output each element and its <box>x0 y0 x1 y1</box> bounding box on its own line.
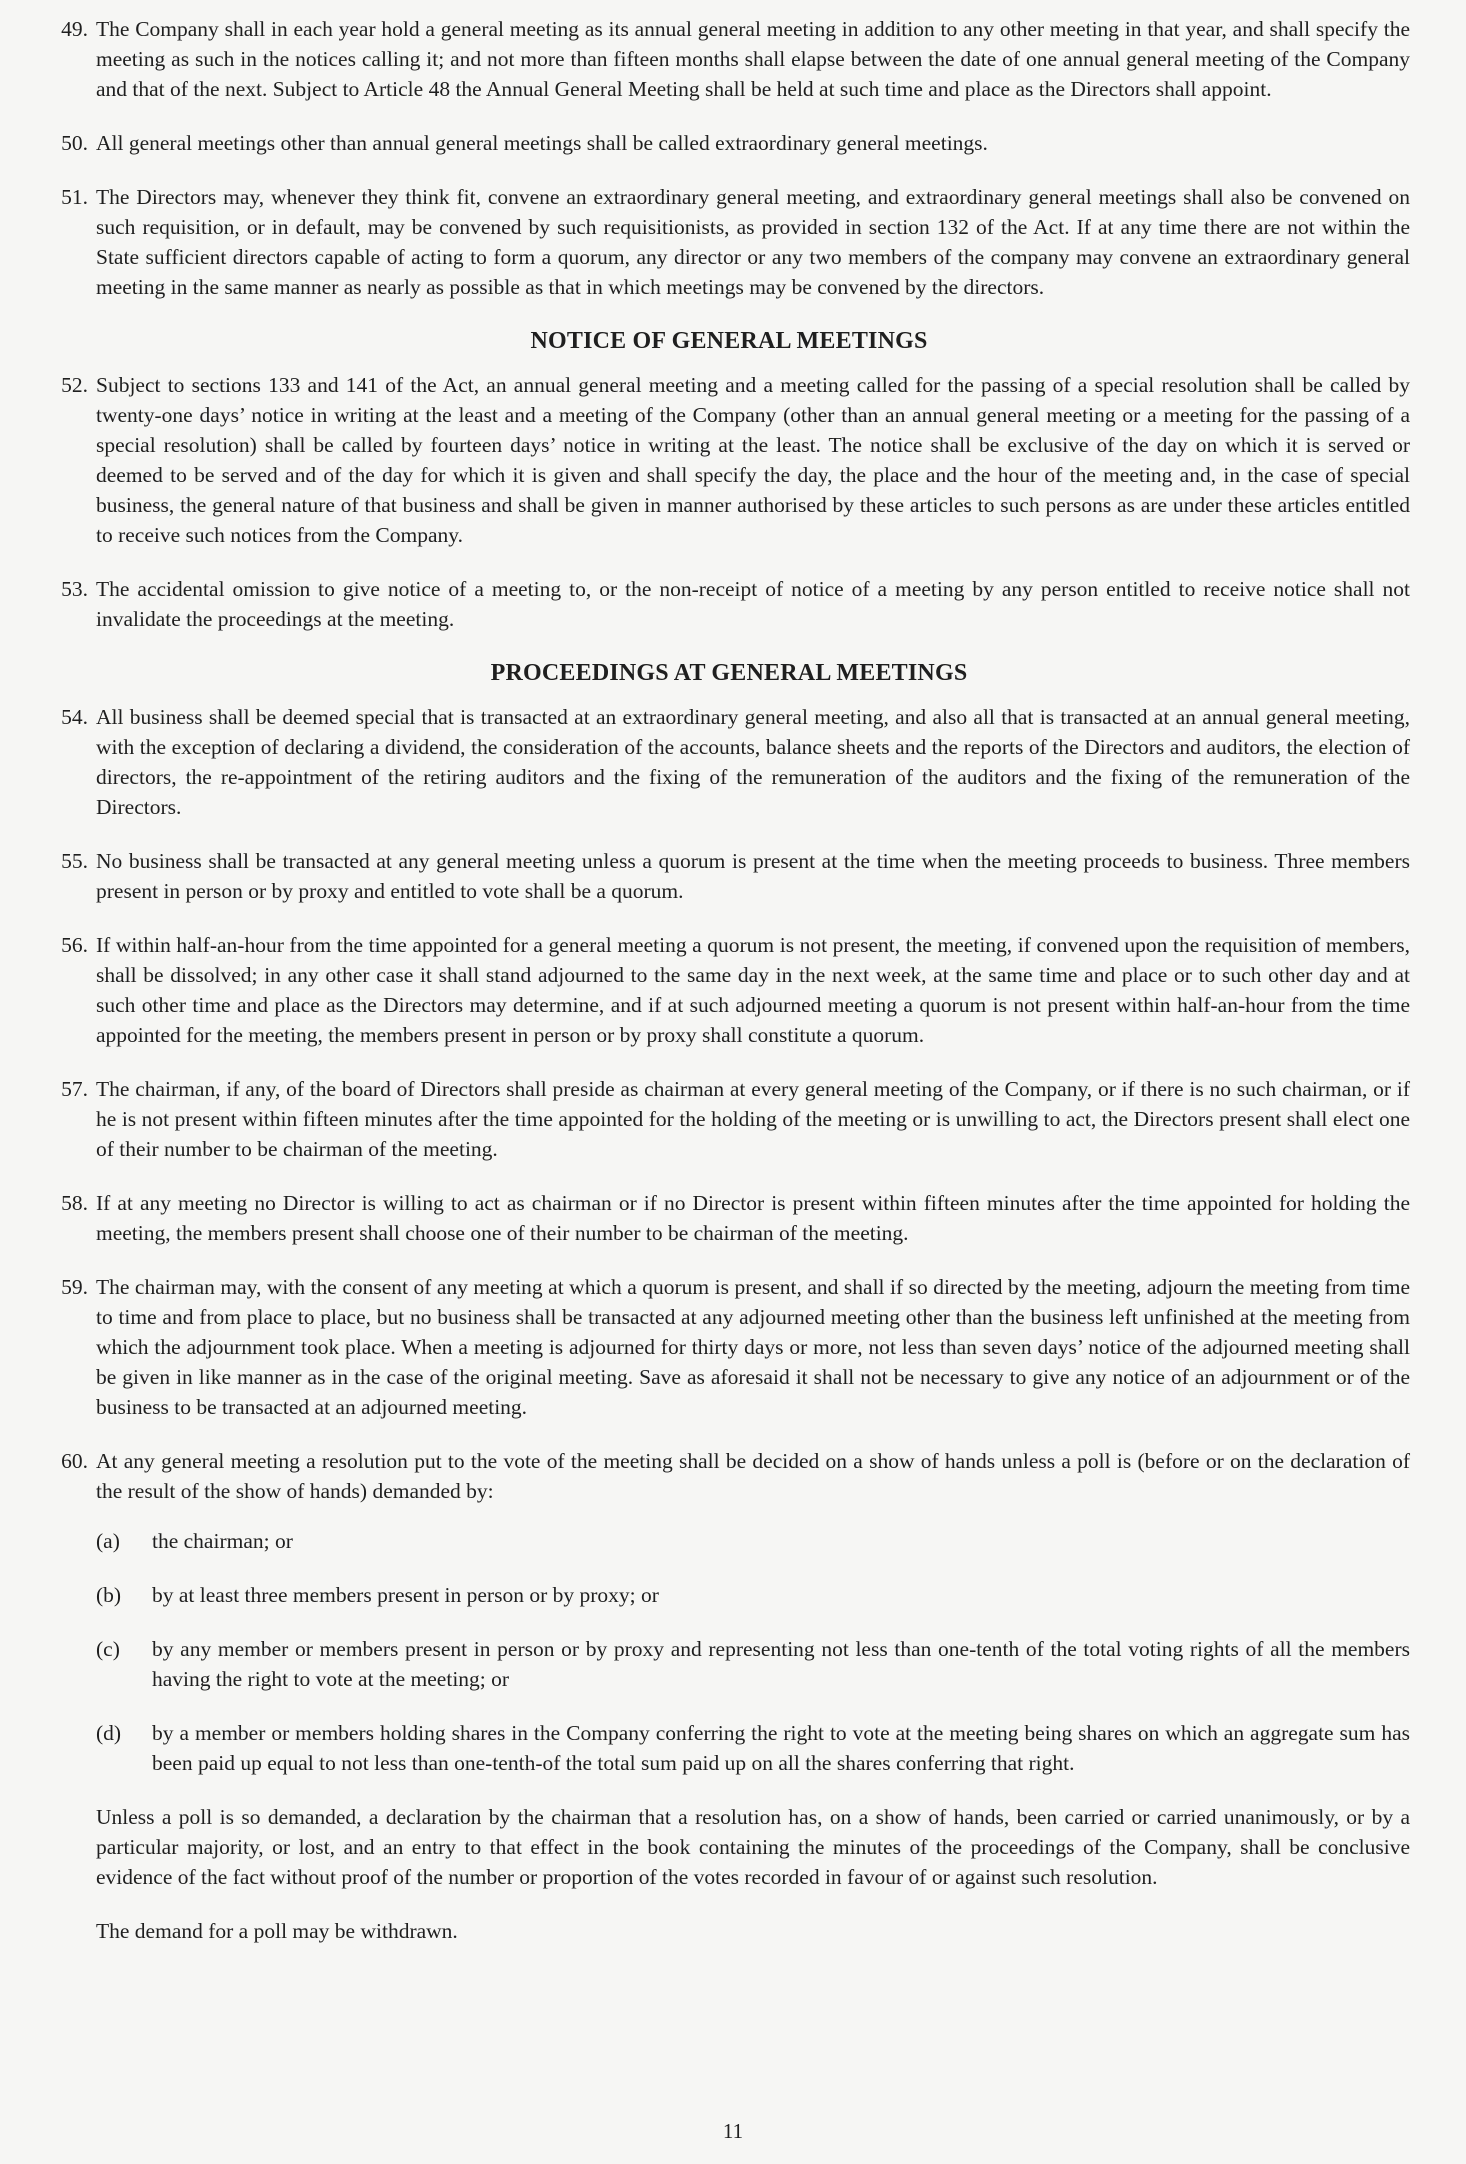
sub-clause-text: by a member or members holding shares in the Company conferring the right to vote at the meeting being shares on which an aggregate sum has been paid up equal to not less than one-tenth-of the total sum paid up on all the shares conferring that right. <box>152 1721 1410 1775</box>
page-number: 11 <box>722 2119 744 2143</box>
sub-clause-text: by any member or members present in person or by proxy and representing not less than one-tenth of the total voting rights of all the members having the right to vote at the meeting; or <box>152 1637 1410 1691</box>
article-59 <box>48 1272 1410 1422</box>
section-heading-proceedings: PROCEEDINGS AT GENERAL MEETINGS <box>490 660 968 686</box>
article-text: Subject to sections 133 and 141 of the Act, an annual general meeting and a meeting called for the passing of a special resolution shall be called by twenty-one days’ notice in writing at the least and a meeting of the Company (other than an annual general meeting or a meeting for the passing of a special resolution) shall be called by fourteen days’ notice in writing at the least. The notice shall be exclusive of the day on which it is served or deemed to be served and of the day for which it is given and shall specify the day, the place and the hour of the meeting and, in the case of special business, the general nature of that business and shall be given in manner authorised by these articles to such persons as are under these articles entitled to receive such notices from the Company. <box>96 373 1410 547</box>
sub-clause-text: the chairman; or <box>152 1529 293 1553</box>
article-text: If within half-an-hour from the time appointed for a general meeting a quorum is not present, the meeting, if convened upon the requisition of members, shall be dissolved; in any other case it shall stand adjourned to the same day in the next week, at the same time and place or to such other day and at such other time and place as the Directors may determine, and if at such adjourned meeting a quorum is not present within half-an-hour from the time appointed for the meeting, the members present in person or by proxy shall constitute a quorum. <box>96 933 1410 1047</box>
article-intro: At any general meeting a resolution put to the vote of the meeting shall be decided on a show of hands unless a poll is (before or on the declaration of the result of the show of hands) demanded by: <box>96 1449 1410 1503</box>
article-56 <box>48 930 1410 1050</box>
article-text: All business shall be deemed special that is transacted at an extraordinary general meeting, and also all that is transacted at an annual general meeting, with the exception of declaring a dividend, the consideration of the accounts, balance sheets and the reports of the Directors and auditors, the election of directors, the re-appointment of the retiring auditors and the fixing of the remuneration of the auditors and the fixing of the remuneration of the Directors. <box>96 705 1410 819</box>
sub-clause-text: by at least three members present in person or by proxy; or <box>152 1583 659 1607</box>
article-number: 50. <box>61 131 88 155</box>
article-number: 59. <box>61 1275 88 1299</box>
article-49 <box>48 14 1410 104</box>
article-number: 49. <box>61 17 88 41</box>
sub-clause-c <box>96 1634 1410 1694</box>
article-52 <box>48 370 1410 550</box>
article-55 <box>48 846 1410 906</box>
article-number: 52. <box>61 373 88 397</box>
article-text: No business shall be transacted at any general meeting unless a quorum is present at the time when the meeting proceeds to business. Three members present in person or by proxy and entitled to vote shall be a quorum. <box>96 849 1410 903</box>
sub-clause-label: (d) <box>96 1721 122 1745</box>
sub-clause-label: (c) <box>96 1637 120 1661</box>
article-number: 53. <box>61 577 88 601</box>
article-51 <box>48 182 1410 302</box>
article-57 <box>48 1074 1410 1164</box>
section-heading-notice: NOTICE OF GENERAL MEETINGS <box>530 328 928 354</box>
article-number: 60. <box>61 1449 88 1473</box>
article-58 <box>48 1188 1410 1248</box>
sub-clause-label: (a) <box>96 1529 120 1553</box>
article-60 <box>48 1446 1410 1970</box>
article-text: The chairman may, with the consent of any meeting at which a quorum is present, and shall if so directed by the meeting, adjourn the meeting from time to time and from place to place, but no business shall be transacted at any adjourned meeting other than the business left unfinished at the meeting from which the adjournment took place. When a meeting is adjourned for thirty days or more, not less than seven days’ notice of the adjourned meeting shall be given in like manner as in the case of the original meeting. Save as aforesaid it shall not be necessary to give any notice of an adjournment or of the business to be transacted at an adjourned meeting. <box>96 1275 1410 1419</box>
article-53 <box>48 574 1410 634</box>
article-paragraph: The demand for a poll may be withdrawn. <box>96 1919 458 1943</box>
article-paragraph: Unless a poll is so demanded, a declaration by the chairman that a resolution has, on a show of hands, been carried or carried unanimously, or by a particular majority, or lost, and an entry to that effect in the book containing the minutes of the proceedings of the Company, shall be conclusive evidence of the fact without proof of the number or proportion of the votes recorded in favour of or against such resolution. <box>96 1805 1410 1889</box>
article-body <box>96 1446 1410 1970</box>
sub-clause-list <box>96 1526 1410 1778</box>
sub-clause-b <box>96 1580 1410 1610</box>
sub-clause-d <box>96 1718 1410 1778</box>
article-number: 54. <box>61 705 88 729</box>
article-text: The accidental omission to give notice of a meeting to, or the non-receipt of notice of a meeting by any person entitled to receive notice shall not invalidate the proceedings at the meeting. <box>96 577 1410 631</box>
article-number: 58. <box>61 1191 88 1215</box>
article-number: 57. <box>61 1077 88 1101</box>
sub-clause-label: (b) <box>96 1583 122 1607</box>
article-50 <box>48 128 1410 158</box>
article-number: 51. <box>61 185 88 209</box>
article-text: The Directors may, whenever they think fit, convene an extraordinary general meeting, and extraordinary general meetings shall also be convened on such requisition, or in default, may be convened by such requisitionists, as provided in section 132 of the Act. If at any time there are not within the State sufficient directors capable of acting to form a quorum, any director or any two members of the company may convene an extraordinary general meeting in the same manner as nearly as possible as that in which meetings may be convened by the directors. <box>96 185 1410 299</box>
article-number: 56. <box>61 933 88 957</box>
article-text: All general meetings other than annual general meetings shall be called extraordinary general meetings. <box>96 131 988 155</box>
article-number: 55. <box>61 849 88 873</box>
article-text: If at any meeting no Director is willing to act as chairman or if no Director is present within fifteen minutes after the time appointed for holding the meeting, the members present shall choose one of their number to be chairman of the meeting. <box>96 1191 1410 1245</box>
article-54 <box>48 702 1410 822</box>
sub-clause-a <box>96 1526 1410 1556</box>
article-text: The Company shall in each year hold a general meeting as its annual general meeting in addition to any other meeting in that year, and shall specify the meeting as such in the notices calling it; and not more than fifteen months shall elapse between the date of one annual general meeting of the Company and that of the next. Subject to Article 48 the Annual General Meeting shall be held at such time and place as the Directors shall appoint. <box>96 17 1410 101</box>
article-text: The chairman, if any, of the board of Directors shall preside as chairman at every general meeting of the Company, or if there is no such chairman, or if he is not present within fifteen minutes after the time appointed for the holding of the meeting or is unwilling to act, the Directors present shall elect one of their number to be chairman of the meeting. <box>96 1077 1410 1161</box>
